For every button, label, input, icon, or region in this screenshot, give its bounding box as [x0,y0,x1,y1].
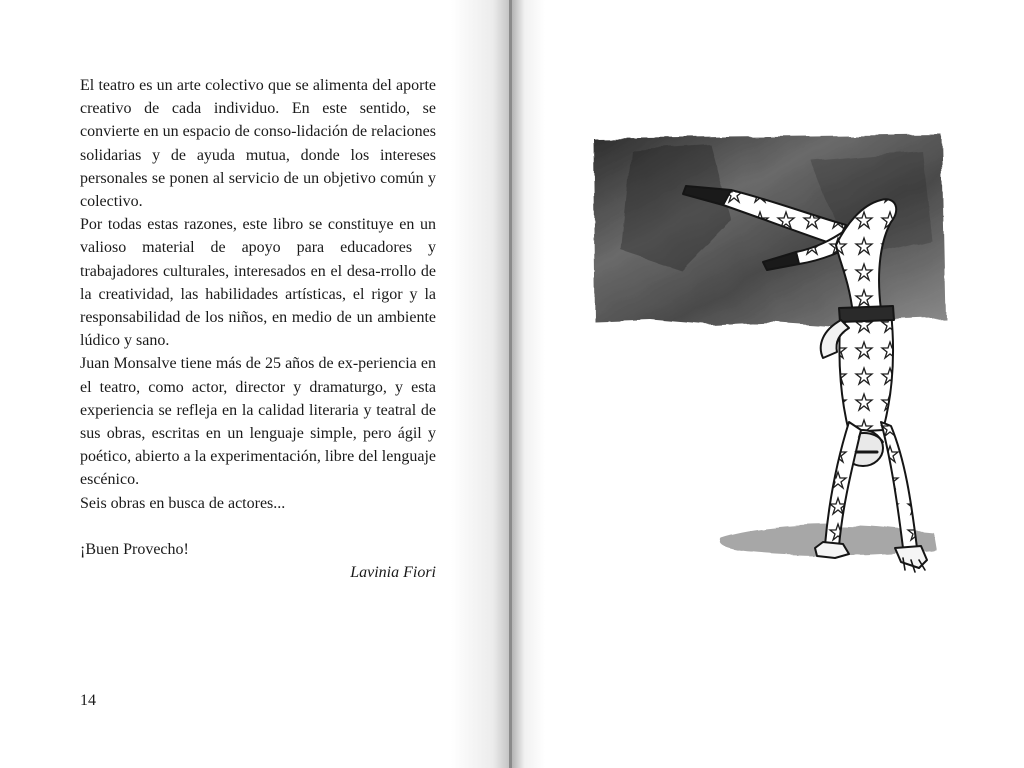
paragraph-1: El teatro es un arte colectivo que se alimenta del aporte creativo de cada individuo. En este sentido, se convierte en un espacio de conso-lidación de relaciones solidarias y de ayuda mutua, donde los intereses personales se ponen al servicio de un objetivo común y colectivo. [80,77,436,211]
gutter-shadow-left [451,0,511,768]
body-text [80,74,436,584]
ink-wash-background [593,134,945,326]
handstand-illustration [591,130,951,620]
paragraph-3: Juan Monsalve tiene más de 25 años de ex-periencia en el teatro, como actor, director y dramaturgo, y esta experiencia se refleja en la calidad literaria y teatral de sus obras, escritas en un lenguaje simple, pero ágil y poético, abierto a la experimentación, libre del lenguaje escénico. [80,355,436,489]
paragraph-2: Por todas estas razones, este libro se constituye en un valioso material de apoyo para educadores y trabajadores culturales, interesados en el desa-rrollo de la creatividad, las habilidades artísticas, el rigor y la responsabilidad de los niños, en medio de un ambiente lúdico y sano. [80,216,436,350]
left-page [0,0,511,768]
gutter-shadow-right [511,0,545,768]
author-signature: Lavinia Fiori [350,564,436,582]
book-spine [509,0,512,768]
paragraph-4: Seis obras en busca de actores... [80,494,286,512]
page-number: 14 [80,692,96,709]
closing-line: ¡Buen Provecho! [80,540,189,558]
right-page [511,0,1024,768]
